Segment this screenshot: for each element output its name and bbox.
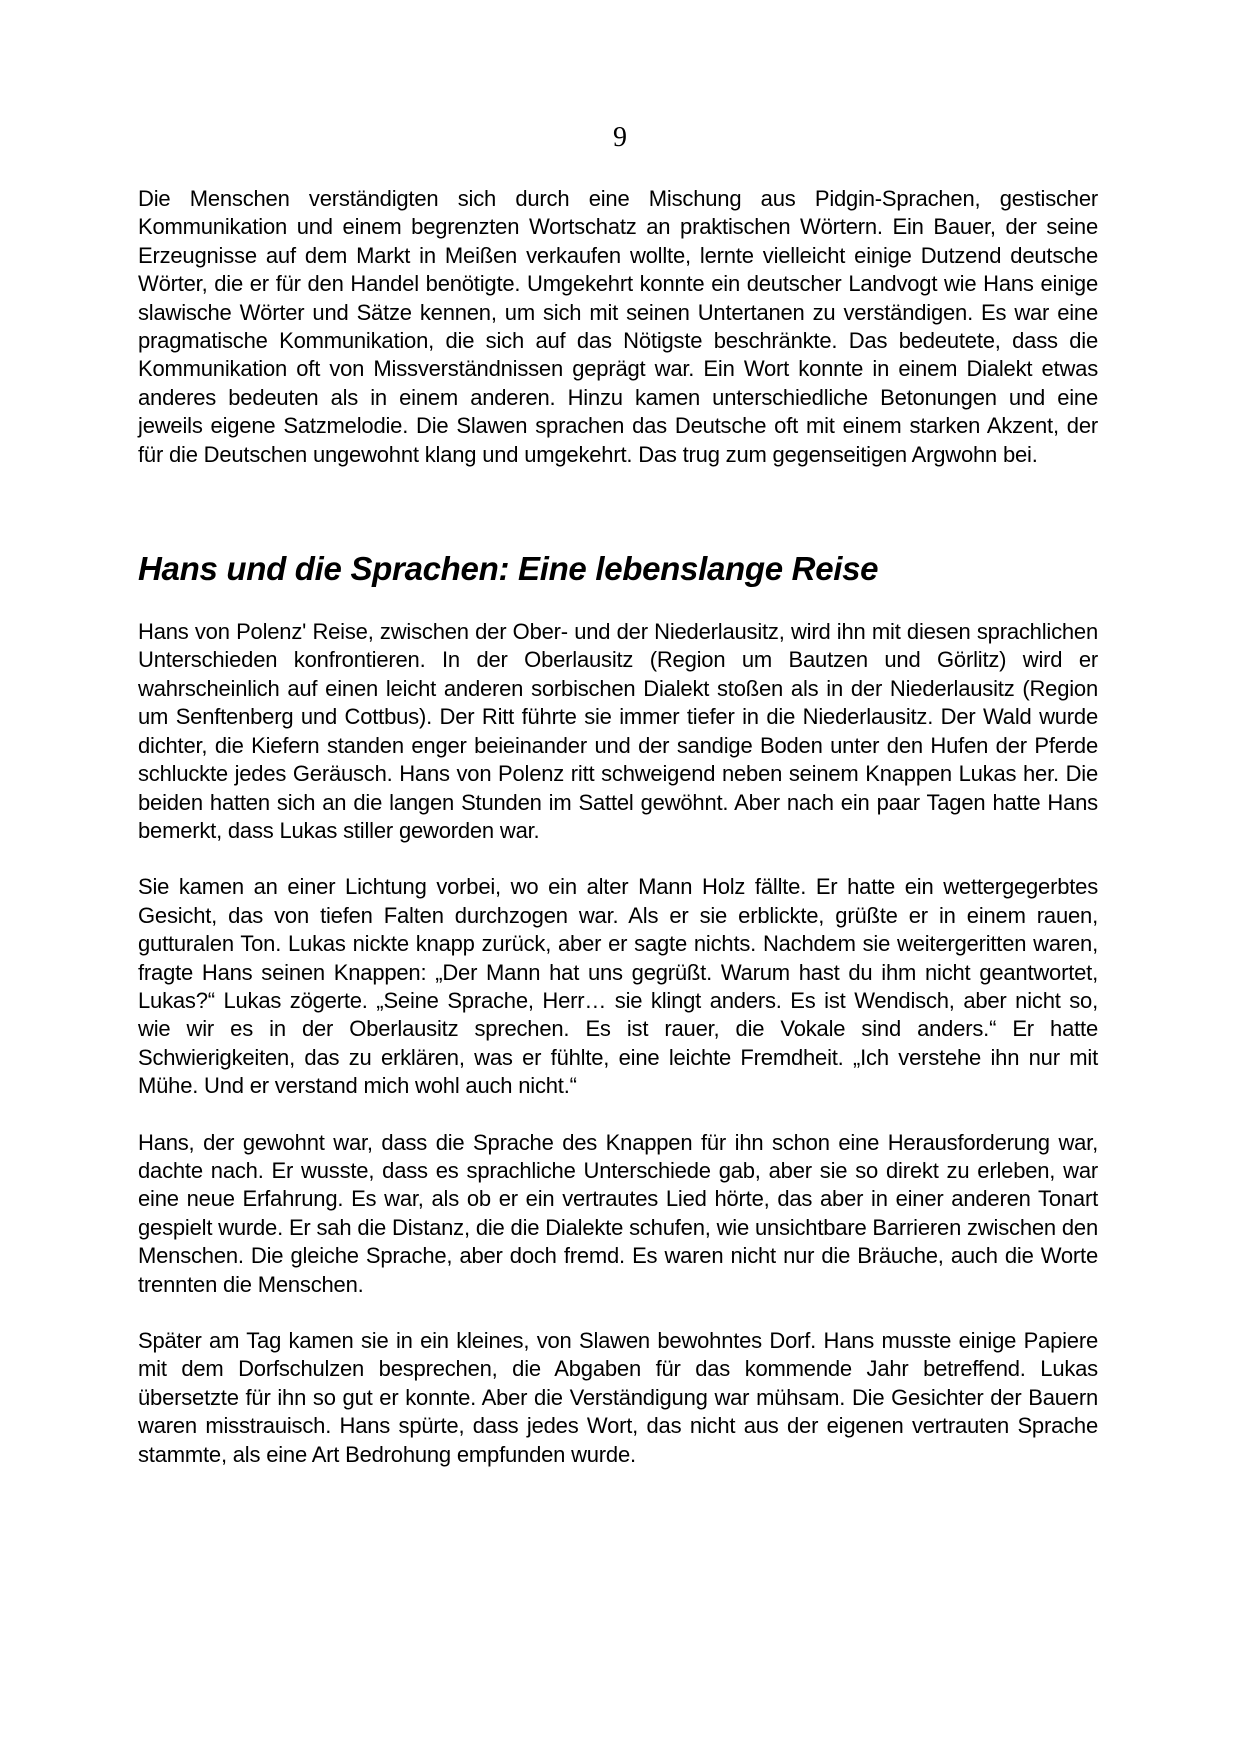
paragraph-village: Später am Tag kamen sie in ein kleines, von Slawen bewohntes Dorf. Hans musste einige Papiere mit dem Dorfschulzen besprechen, die Abgaben für das kommende Jahr betreffend. Lukas übersetzte für ihn so gut er konnte. Aber die Verständigung war mühsam. Die Gesichter der Bauern waren misstrauisch. Hans spürte, dass jedes Wort, das nicht aus der eigenen vertrauten Sprache stammte, als eine Art Bedrohung empfunden wurde. — [138, 1328, 1098, 1467]
section-heading: Hans und die Sprachen: Eine lebenslange Reise — [138, 550, 879, 588]
paragraph-reflection: Hans, der gewohnt war, dass die Sprache des Knappen für ihn schon eine Herausforderung war, dachte nach. Er wusste, dass es sprachliche Unterschiede gab, aber sie so direkt zu erleben, war eine neue Erfahrung. Es war, als ob er ein vertrautes Lied hörte, das aber in einer anderen Tonart gespielt wurde. Er sah die Distanz, die die Dialekte schufen, wie unsichtbare Barrieren zwischen den Menschen. Die gleiche Sprache, aber doch fremd. Es waren nicht nur die Bräuche, auch die Worte trennten die Menschen. — [138, 1129, 1098, 1297]
page-number: 9 — [613, 122, 627, 153]
paragraph-communication: Die Menschen verständigten sich durch eine Mischung aus Pidgin-Sprachen, gestischer Kommunikation und einem begrenzten Wortschatz an praktischen Wörtern. Ein Bauer, der seine Erzeugnisse auf dem Markt in Meißen verkaufen wollte, lernte vielleicht einige Dutzend deutsche Wörter, die er für den Handel benötigte. Umgekehrt konnte ein deutscher Landvogt wie Hans einige slawische Wörter und Sätze kennen, um sich mit seinen Untertanen zu verständigen. Es war eine pragmatische Kommunikation, die sich auf das Nötigste beschränkte. Das bedeutete, dass die Kommunikation oft von Missverständnissen geprägt war. Ein Wort konnte in einem Dialekt etwas anderes bedeuten als in einem anderen. Hinzu kamen unterschiedliche Betonungen und eine jeweils eigene Satzmelodie. Die Slawen sprachen das Deutsche oft mit einem starken Akzent, der für die Deutschen ungewohnt klang und umgekehrt. Das trug zum gegenseitigen Argwohn bei. — [138, 186, 1098, 467]
paragraph-journey: Hans von Polenz' Reise, zwischen der Ober- und der Niederlausitz, wird ihn mit diesen sprachlichen Unterschieden konfrontieren. In der Oberlausitz (Region um Bautzen und Görlitz) wird er wahrscheinlich auf einen leicht anderen sorbischen Dialekt stoßen als in der Niederlausitz (Region um Senftenberg und Cottbus). Der Ritt führte sie immer tiefer in die Niederlausitz. Der Wald wurde dichter, die Kiefern standen enger beieinander und der sandige Boden unter den Hufen der Pferde schluckte jedes Geräusch. Hans von Polenz ritt schweigend neben seinem Knappen Lukas her. Die beiden hatten sich an die langen Stunden im Sattel gewöhnt. Aber nach ein paar Tagen hatte Hans bemerkt, dass Lukas stiller geworden war. — [138, 619, 1098, 843]
paragraph-clearing: Sie kamen an einer Lichtung vorbei, wo ein alter Mann Holz fällte. Er hatte ein wettergegerbtes Gesicht, das von tiefen Falten durchzogen war. Als er sie erblickte, grüßte er in einem rauen, gutturalen Ton. Lukas nickte knapp zurück, aber er sagte nichts. Nachdem sie weitergeritten waren, fragte Hans seinen Knappen: „Der Mann hat uns gegrüßt. Warum hast du ihm nicht geantwortet, Lukas?“ Lukas zögerte. „Seine Sprache, Herr… sie klingt anders. Es ist Wendisch, aber nicht so, wie wir es in der Oberlausitz sprechen. Es ist rauer, die Vokale sind anders.“ Er hatte Schwierigkeiten, das zu erklären, was er fühlte, eine leichte Fremdheit. „Ich verstehe ihn nur mit Mühe. Und er verstand mich wohl auch nicht.“ — [138, 874, 1098, 1099]
page-content — [138, 185, 1098, 1497]
